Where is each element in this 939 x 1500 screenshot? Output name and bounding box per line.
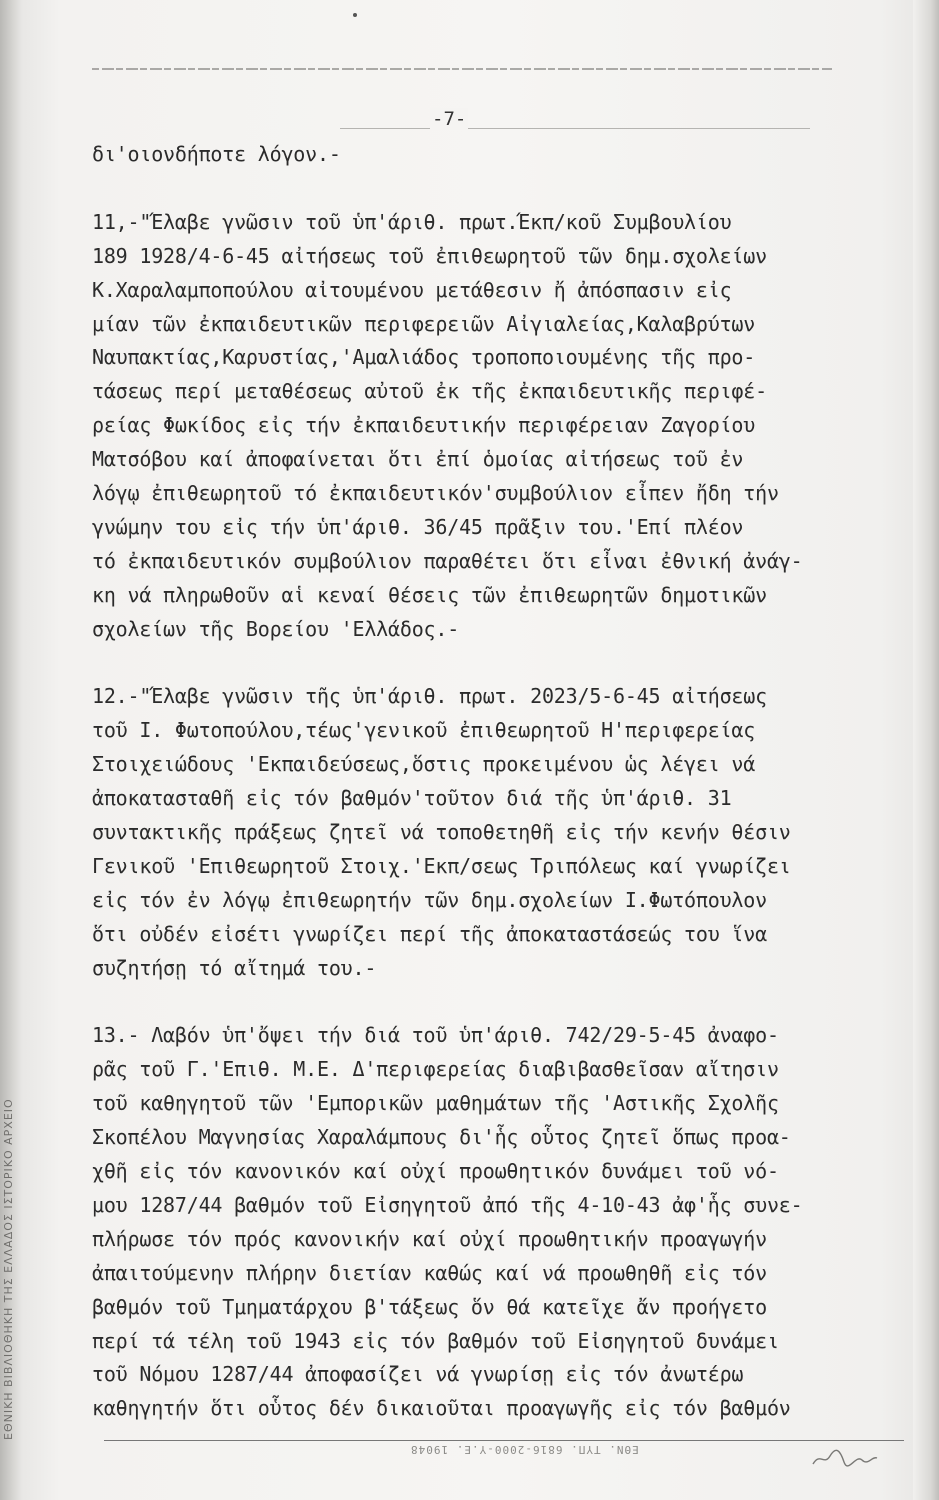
text-line: βαθμόν τοῦ Τμηματάρχου β'τάξεως ὅν θά κατεῖχε ἄν προήγετο: [92, 1294, 767, 1319]
text-line: τοῦ Ι. Φωτοπούλου,τέως'γενικοῦ ἐπιθεωρητοῦ Η'περιφερείας: [92, 718, 756, 743]
margin-stamp: ΕΘΝΙΚΗ ΒΙΒΛΙΟΘΗΚΗ ΤΗΣ ΕΛΛΑΔΟΣ ΙΣΤΟΡΙΚΟ ΑΡΧΕΙΟ: [2, 1098, 15, 1440]
text-line: ἀπαιτούμενην πλήρην διετίαν καθώς καί νά προωθηθῆ εἰς τόν: [92, 1260, 767, 1285]
text-line: ἀποκατασταθῆ εἰς τόν βαθμόν'τοῦτον διά τῆς ὑπ'άριθ. 31: [92, 786, 732, 811]
text-line: 13.- Λαβόν ὑπ'ὄψει τήν διά τοῦ ὑπ'άριθ. 742/29-5-45 ἀναφο-: [92, 1023, 779, 1048]
text-line: τάσεως περί μεταθέσεως αὐτοῦ ἐκ τῆς ἐκπαιδευτικῆς περιφέ-: [92, 379, 767, 404]
text-line: σχολείων τῆς Βορείου 'Ελλάδος.-: [92, 616, 460, 641]
page-edge: [913, 0, 939, 1500]
text-line: τοῦ καθηγητοῦ τῶν 'Εμπορικῶν μαθημάτων τῆς 'Αστικῆς Σχολῆς: [92, 1091, 779, 1116]
text-line: Γενικοῦ 'Επιθεωρητοῦ Στοιχ.'Εκπ/σεως Τριπόλεως καί γνωρίζει: [92, 853, 791, 878]
text-line: περί τά τέλη τοῦ 1943 εἰς τόν βαθμόν τοῦ Εἰσηγητοῦ δυνάμει: [92, 1328, 779, 1353]
paragraph-gap: [92, 172, 912, 206]
printer-imprint: ΕΘΝ. ΤΥΠ. 6816-2000-Υ.Ε. 19048: [410, 1443, 639, 1456]
text-line: καθηγητήν ὅτι οὗτος δέν δικαιοῦται προαγωγῆς εἰς τόν βαθμόν: [92, 1396, 791, 1421]
text-line: εἰς τόν ἐν λόγῳ ἐπιθεωρητήν τῶν δημ.σχολείων Ι.Φωτόπουλον: [92, 887, 767, 912]
top-rule: [92, 68, 832, 70]
text-line: τό ἐκπαιδευτικόν συμβούλιον παραθέτει ὅτι εἶναι ἐθνική ἀνάγ-: [92, 548, 803, 573]
text-line: ρείας Φωκίδος εἰς τήν ἐκπαιδευτικήν περιφέρειαν Ζαγορίου: [92, 413, 756, 438]
signature-scribble: [810, 1446, 880, 1470]
text-line: ρᾶς τοῦ Γ.'Επιθ. Μ.Ε. Δ'περιφερείας διαβιβασθεῖσαν αἴτησιν: [92, 1057, 779, 1082]
text-line: τοῦ Νόμου 1287/44 ἀποφασίζει νά γνωρίσῃ εἰς τόν ἀνωτέρω: [92, 1362, 744, 1387]
text-line: πλήρωσε τόν πρός κανονικήν καί οὐχί προωθητικήν προαγωγήν: [92, 1226, 767, 1251]
text-line: Κ.Χαραλαμποπούλου αἰτουμένου μετάθεσιν ἤ ἀπόσπασιν εἰς: [92, 277, 732, 302]
paragraph-gap: [92, 646, 912, 680]
text-line: δι'οιονδήποτε λόγον.-: [92, 142, 341, 166]
page-number-rule: [340, 128, 810, 129]
text-line: Σκοπέλου Μαγνησίας Χαραλάμπους δι'ἧς οὗτος ζητεῖ ὅπως προα-: [92, 1125, 791, 1150]
text-line: Ναυπακτίας,Καρυστίας,'Αμαλιάδος τροποποιουμένης τῆς προ-: [92, 345, 756, 370]
paragraph-gap: [92, 985, 912, 1019]
binding-edge: [0, 0, 22, 1500]
text-line: γνώμην του εἰς τήν ὑπ'άριθ. 36/45 πρᾶξιν του.'Επί πλέον: [92, 514, 744, 539]
text-line: λόγῳ ἐπιθεωρητοῦ τό ἐκπαιδευτικόν'συμβούλιον εἶπεν ἤδη τήν: [92, 481, 779, 506]
text-line: συζητήσῃ τό αἴτημά του.-: [92, 955, 377, 980]
text-line: 11,-"Έλαβε γνῶσιν τοῦ ὑπ'άριθ. πρωτ.Έκπ/κοῦ Συμβουλίου: [92, 209, 732, 234]
bottom-rule: [104, 1440, 904, 1441]
text-line: Ματσόβου καί ἀποφαίνεται ὅτι ἐπί ὁμοίας αἰτήσεως τοῦ ἐν: [92, 447, 744, 472]
text-line: συντακτικῆς πράξεως ζητεῖ νά τοποθετηθῆ εἰς τήν κενήν θέσιν: [92, 820, 791, 845]
text-line: Στοιχειώδους 'Εκπαιδεύσεως,ὅστις προκειμένου ὡς λέγει νά: [92, 752, 756, 777]
text-line: ὅτι οὐδέν εἰσέτι γνωρίζει περί τῆς ἀποκαταστάσεώς του ἵνα: [92, 921, 767, 946]
text-line: μου 1287/44 βαθμόν τοῦ Εἰσηγητοῦ ἀπό τῆς 4-10-43 ἀφ'ἧς συνε-: [92, 1192, 803, 1217]
typed-body-text: [92, 138, 912, 1426]
text-line: 189 1928/4-6-45 αἰτήσεως τοῦ ἐπιθεωρητοῦ τῶν δημ.σχολείων: [92, 243, 767, 268]
text-line: χθῆ εἰς τόν κανονικόν καί οὐχί προωθητικόν δυνάμει τοῦ νό-: [92, 1159, 779, 1184]
page-number: -7-: [432, 108, 467, 130]
text-line: μίαν τῶν ἐκπαιδευτικῶν περιφερειῶν Αἰγιαλείας,Καλαβρύτων: [92, 311, 756, 336]
text-line: κη νά πληρωθοῦν αἱ κεναί θέσεις τῶν ἐπιθεωρητῶν δημοτικῶν: [92, 582, 767, 607]
text-line: 12.-"Έλαβε γνῶσιν τῆς ὑπ'άριθ. πρωτ. 2023/5-6-45 αἰτήσεως: [92, 684, 767, 709]
punch-mark: [353, 13, 357, 17]
